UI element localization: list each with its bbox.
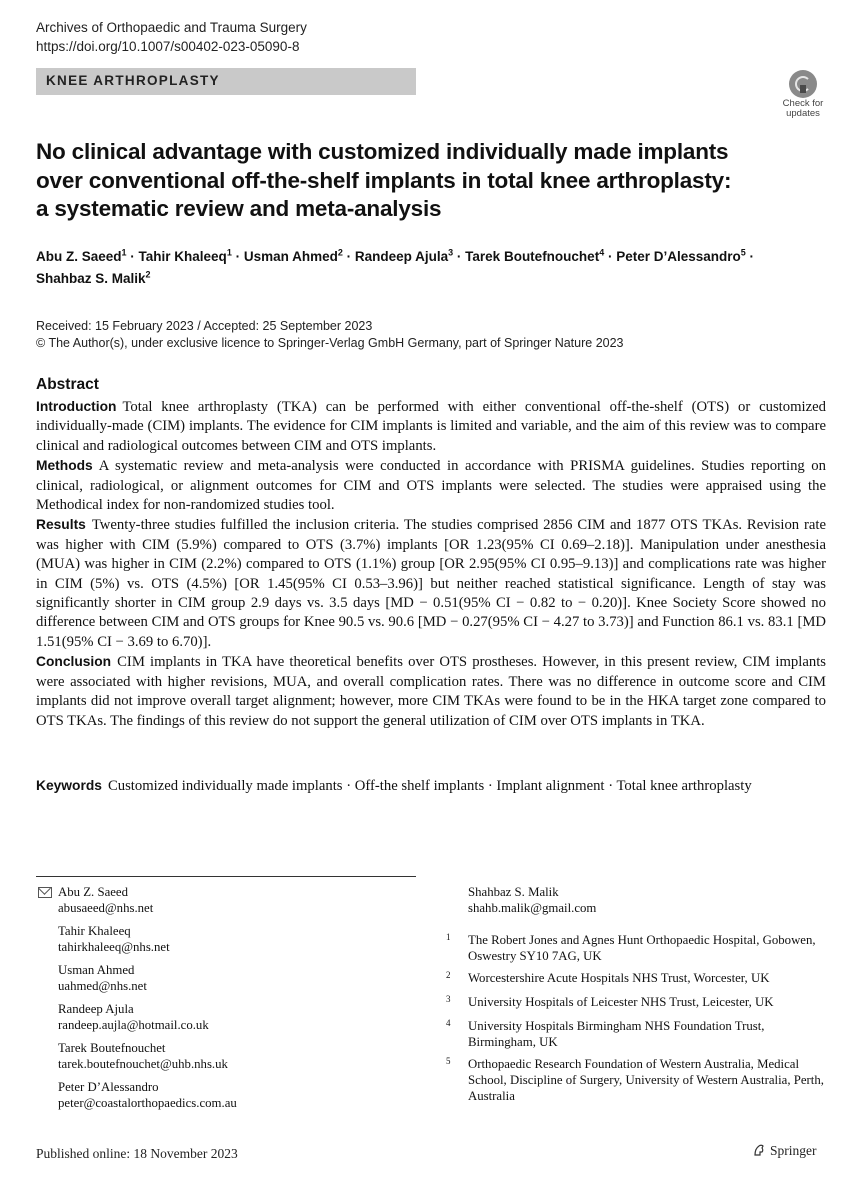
contact-email[interactable]: uahmed@nhs.net — [58, 979, 147, 994]
abstract-section-text: CIM implants in TKA have theoretical benefits over OTS prostheses. However, in this present review, CIM implants were associated with higher revisions, MUA, and overall complication rates. There was no difference in outcome score and CIM implants did not improve overall target alignment; however, more CIM TKAs were found to be in the HKA target zone compared to OTS TKAs. The findings of this review do not support the general utilization of CIM over OTS implants in TKA. — [36, 654, 826, 729]
abstract-section-text: A systematic review and meta-analysis were conducted in accordance with PRISMA guidelines. Studies reporting on clinical, radiological, or alignment outcomes for CIM and OTS implants were selected. The studies were appraised using the Methodical index for non-randomized studies tool. — [36, 458, 826, 514]
affiliation-text: University Hospitals Birmingham NHS Foundation Trust, Birmingham, UK — [468, 1019, 765, 1050]
abstract-section-text: Twenty-three studies fulfilled the inclusion criteria. The studies comprised 2856 CIM and 1877 OTS TKAs. Revision rate was higher with CIM (5.9%) compared to OTS (3.7%) implants [OR 1.23(95% CI 0.69–2.18)]. Manipulation under anesthesia (MUA) was higher in CIM (2.2%) compared to OTS (1.1%) group [OR 2.95(95% CI 0.95–9.13)] and complications rate was higher in CIM (5%) vs. OTS (4.5%) [OR 1.45(95% CI 0.53–3.96)] but neither reached statistical significance. Length of stay was significantly shorter in CIM group 2.9 days vs. 3.5 days [MD − 0.51(95% CI − 0.82 to − 0.20)]. Knee Society Score showed no difference between CIM and OTS groups for Knee 90.5 vs. 90.6 [MD − 0.27(95% CI − 4.27 to 3.73)] and Function 86.1 vs. 83.1 [MD 1.51(95% CI − 3.69 to 6.70)]. — [36, 517, 826, 650]
affiliation-number: 3 — [446, 994, 451, 1004]
contact-name: Abu Z. Saeed — [58, 885, 129, 899]
contact-name: Tarek Boutefnouchet — [58, 1041, 166, 1055]
publisher-name: Springer — [770, 1143, 817, 1158]
abstract-results — [36, 515, 826, 652]
contact-email[interactable]: shahb.malik@gmail.com — [468, 901, 597, 916]
publication-dates — [36, 318, 826, 352]
check-updates-text-2: updates — [786, 108, 820, 119]
contact-entry — [468, 884, 596, 916]
springer-horse-icon — [752, 1143, 766, 1157]
author[interactable]: Peter D’Alessandro$^5$ — [616, 247, 746, 264]
publisher-logo — [752, 1143, 817, 1159]
contact-name: Shahbaz S. Malik — [468, 885, 559, 899]
keywords-label: Keywords — [36, 778, 102, 793]
keywords-text: Customized individually made implants · Off-the shelf implants · Implant alignment · Total knee arthroplasty — [107, 778, 752, 794]
affiliation-text: University Hospitals of Leicester NHS Trust, Leicester, UK — [468, 995, 774, 1009]
received-accepted: Received: 15 February 2023 / Accepted: 25 September 2023 — [36, 319, 373, 333]
author[interactable]: Shahbaz S. Malik$^2$ — [36, 269, 151, 286]
check-updates-icon — [789, 70, 817, 98]
journal-header — [36, 18, 307, 56]
contact-entry — [58, 1079, 438, 1111]
contact-name: Usman Ahmed — [58, 963, 135, 977]
contact-name: Randeep Ajula — [58, 1002, 134, 1016]
contact-email[interactable]: tarek.boutefnouchet@uhb.nhs.uk — [58, 1057, 228, 1072]
abstract-section-label: Methods — [36, 458, 93, 474]
affiliation-text: Orthopaedic Research Foundation of Western Australia, Medical School, Discipline of Surgery, University of Western Australia, Perth, Australia — [468, 1057, 824, 1104]
author[interactable]: Tarek Boutefnouchet$^4$ — [465, 247, 605, 264]
contact-entry — [58, 884, 438, 916]
section-band — [36, 68, 416, 95]
copyright-line: © The Author(s), under exclusive licence to Springer-Verlag GmbH Germany, part of Springer Nature 2023 — [36, 336, 624, 350]
abstract-methods — [36, 456, 826, 515]
contact-name: Peter D’Alessandro — [58, 1080, 159, 1094]
affiliation-text: The Robert Jones and Agnes Hunt Orthopaedic Hospital, Gobowen, Oswestry SY10 7AG, UK — [468, 933, 816, 964]
abstract-section-label: Introduction — [36, 399, 117, 414]
affiliation-number: 1 — [446, 932, 451, 942]
title-line: a systematic review and meta-analysis — [36, 196, 442, 221]
abstract-conclusion — [36, 652, 826, 731]
doi-link[interactable]: https://doi.org/10.1007/s00402-023-05090-8 — [36, 39, 300, 54]
affiliation-number: 2 — [446, 970, 451, 980]
contact-name: Tahir Khaleeq — [58, 924, 131, 938]
section-label: KNEE ARTHROPLASTY — [46, 73, 220, 88]
abstract-section-text: Total knee arthroplasty (TKA) can be performed with either conventional off-the-shelf (OTS) or customized individually-made (CIM) implants. The evidence for CIM implants is limited and variable, and the aim of this review was to compare clinical and radiological outcomes between CIM and OTS implants. — [36, 399, 826, 454]
author[interactable]: Abu Z. Saeed$^1$ — [36, 247, 127, 264]
title-line: over conventional off-the-shelf implants in total knee arthroplasty: — [36, 167, 732, 193]
contact-entry — [58, 923, 438, 955]
affiliation-text: Worcestershire Acute Hospitals NHS Trust, Worcester, UK — [468, 971, 770, 985]
article-title — [36, 138, 806, 224]
footnote-rule — [36, 876, 416, 877]
author[interactable]: Tahir Khaleeq$^1$ — [138, 247, 232, 264]
envelope-icon — [38, 887, 52, 898]
affiliation-number: 5 — [446, 1056, 451, 1066]
check-updates-text-1: Check for — [782, 98, 824, 109]
abstract-heading: Abstract — [36, 376, 99, 393]
check-for-updates-badge[interactable] — [777, 70, 829, 126]
abstract-body — [36, 397, 826, 731]
abstract-section-label: Results — [36, 517, 86, 533]
affiliation-number: 4 — [446, 1018, 451, 1028]
author[interactable]: Usman Ahmed$^2$ — [243, 247, 343, 264]
keywords — [36, 776, 826, 796]
contact-entry — [58, 962, 438, 994]
abstract-section-label: Conclusion — [36, 654, 112, 670]
published-online: Published online: 18 November 2023 — [36, 1146, 238, 1161]
author[interactable]: Randeep Ajula$^3$ — [354, 247, 454, 264]
contact-entry — [58, 1040, 438, 1072]
contact-email[interactable]: randeep.aujla@hotmail.co.uk — [58, 1018, 209, 1033]
contact-entry — [58, 1001, 438, 1033]
journal-name: Archives of Orthopaedic and Trauma Surgery — [36, 20, 307, 35]
contact-email[interactable]: abusaeed@nhs.net — [58, 901, 154, 916]
contact-email[interactable]: tahirkhaleeq@nhs.net — [58, 940, 170, 955]
title-line: No clinical advantage with customized individually made implants — [36, 139, 729, 164]
author-list: Abu Z. Saeed$^1$ · Tahir Khaleeq$^1$ · Usman Ahmed$^2$ · Randeep Ajula$^3$ · Tarek Boutefnouchet$^4$ · Peter D’Alessandro$^5$ · Shahbaz S. Malik$^2$ — [36, 247, 755, 286]
contact-email[interactable]: peter@coastalorthopaedics.com.au — [58, 1096, 237, 1111]
abstract-introduction — [36, 397, 826, 456]
